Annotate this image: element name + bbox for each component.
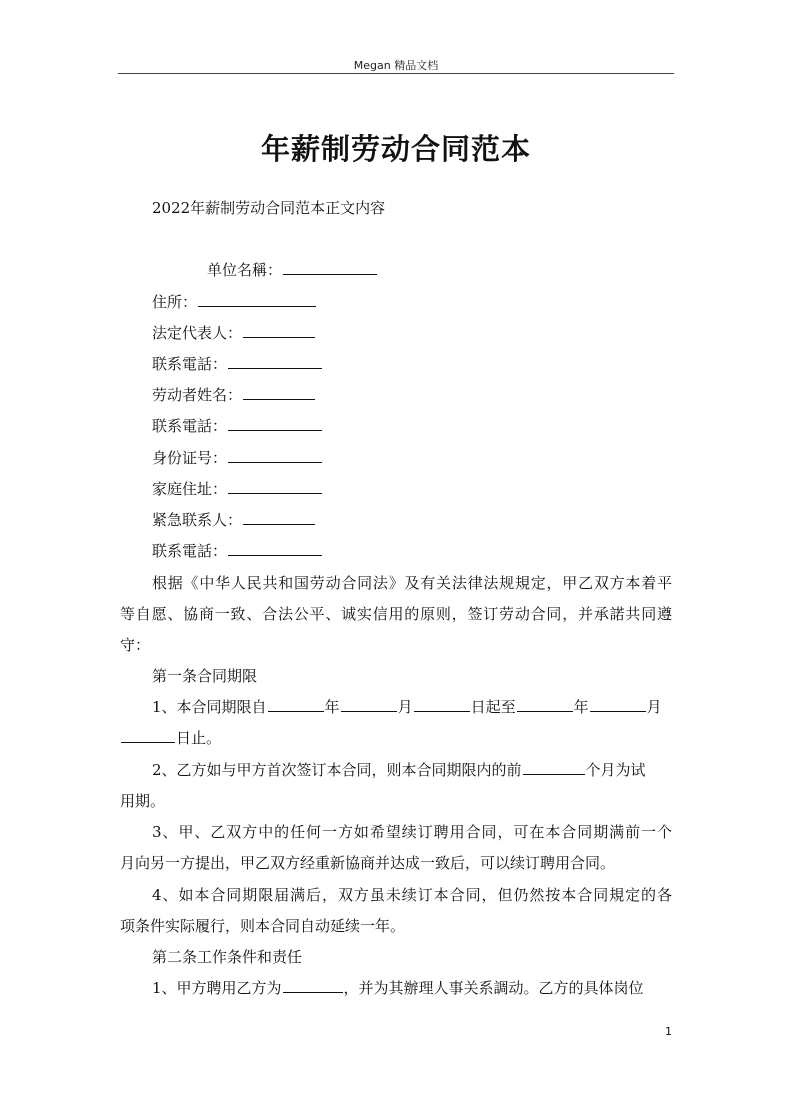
field-home-address: [152, 479, 323, 499]
article-1-heading: 第一条合同期限: [152, 667, 258, 685]
blank-line: [283, 978, 343, 993]
clause-text: 年: [573, 698, 589, 716]
clause-text: ，并为其辦理人事关系調动。乙方的具体岗位: [343, 979, 644, 997]
field-label: 联系電話：: [152, 355, 228, 373]
field-label: 家庭住址：: [152, 480, 228, 498]
article-1-clause-3-line-2: 月向另一方提出，甲乙双方经重新協商并达成一致后，可以续订聘用合同。: [120, 854, 616, 872]
blank-line: [121, 728, 175, 743]
article-2-heading: 第二条工作条件和责任: [152, 948, 303, 966]
field-label: 劳动者姓名：: [152, 386, 243, 404]
blank-line: [228, 354, 322, 369]
blank-line: [228, 479, 322, 494]
article-1-clause-1: [152, 697, 662, 717]
blank-line: [517, 697, 573, 712]
field-emergency-contact: [152, 510, 316, 530]
field-label: 法定代表人：: [152, 324, 243, 342]
clause-text: 年: [324, 698, 340, 716]
document-title: 年薪制劳动合同范本: [260, 132, 531, 166]
blank-line: [243, 323, 315, 338]
blank-line: [268, 697, 324, 712]
blank-line: [228, 416, 322, 431]
field-phone-1: [152, 354, 323, 374]
field-label: 联系電話：: [152, 417, 228, 435]
blank-line: [590, 697, 646, 712]
clause-text: 日起至: [470, 698, 516, 716]
page-header: Megan 精品文档: [353, 59, 439, 72]
article-2-clause-1: [152, 978, 644, 998]
field-label: 紧急联系人：: [152, 511, 243, 529]
field-phone-3: [152, 541, 323, 561]
field-worker-name: [152, 385, 316, 405]
field-id-number: [152, 448, 323, 468]
field-label: 单位名稱：: [207, 261, 283, 279]
blank-line: [414, 697, 470, 712]
clause-text: 1、甲方聘用乙方为: [152, 979, 282, 997]
article-1-clause-2-cont: 用期。: [120, 792, 166, 810]
page-number: 1: [665, 1025, 672, 1038]
article-1-clause-2: [152, 760, 646, 780]
article-1-clause-1-cont: [120, 728, 221, 748]
clause-text: 日止。: [176, 729, 222, 747]
blank-line: [283, 260, 377, 275]
article-1-clause-3-line-1: 3、甲、乙双方中的任何一方如希望续订聘用合同，可在本合同期满前一个: [152, 823, 672, 841]
blank-line: [243, 510, 315, 525]
field-phone-2: [152, 416, 323, 436]
intro-line-1: 根据《中华人民共和国劳动合同法》及有关法律法规規定，甲乙双方本着平: [152, 574, 672, 592]
clause-text: 月: [397, 698, 413, 716]
clause-text: 月: [646, 698, 662, 716]
field-legal-rep: [152, 323, 316, 343]
clause-text: 2、乙方如与甲方首次签订本合同，则本合同期限内的前: [152, 761, 522, 779]
article-1-clause-4-line-1: 4、如本合同期限届满后，双方虽未续订本合同，但仍然按本合同規定的各: [152, 886, 672, 904]
subtitle: 2022年薪制劳动合同范本正文内容: [152, 199, 386, 217]
article-1-clause-4-line-2: 项条件实际履行，则本合同自动延续一年。: [120, 917, 406, 935]
intro-line-2: 等自愿、協商一致、合法公平、诚实信用的原则，签订劳动合同，并承諾共同遵: [120, 605, 672, 623]
header-rule: [118, 73, 674, 74]
blank-line: [198, 292, 316, 307]
blank-line: [228, 541, 322, 556]
field-label: 身份证号：: [152, 449, 228, 467]
field-address: [152, 292, 317, 312]
blank-line: [228, 448, 322, 463]
intro-line-3: 守：: [120, 636, 151, 654]
field-label: 住所：: [152, 293, 198, 311]
field-label: 联系電話：: [152, 542, 228, 560]
blank-line: [341, 697, 397, 712]
clause-text: 个月为试: [585, 761, 646, 779]
blank-line: [523, 760, 585, 775]
field-unit-name: [207, 260, 378, 280]
clause-text: 1、本合同期限自: [152, 698, 267, 716]
blank-line: [243, 385, 315, 400]
